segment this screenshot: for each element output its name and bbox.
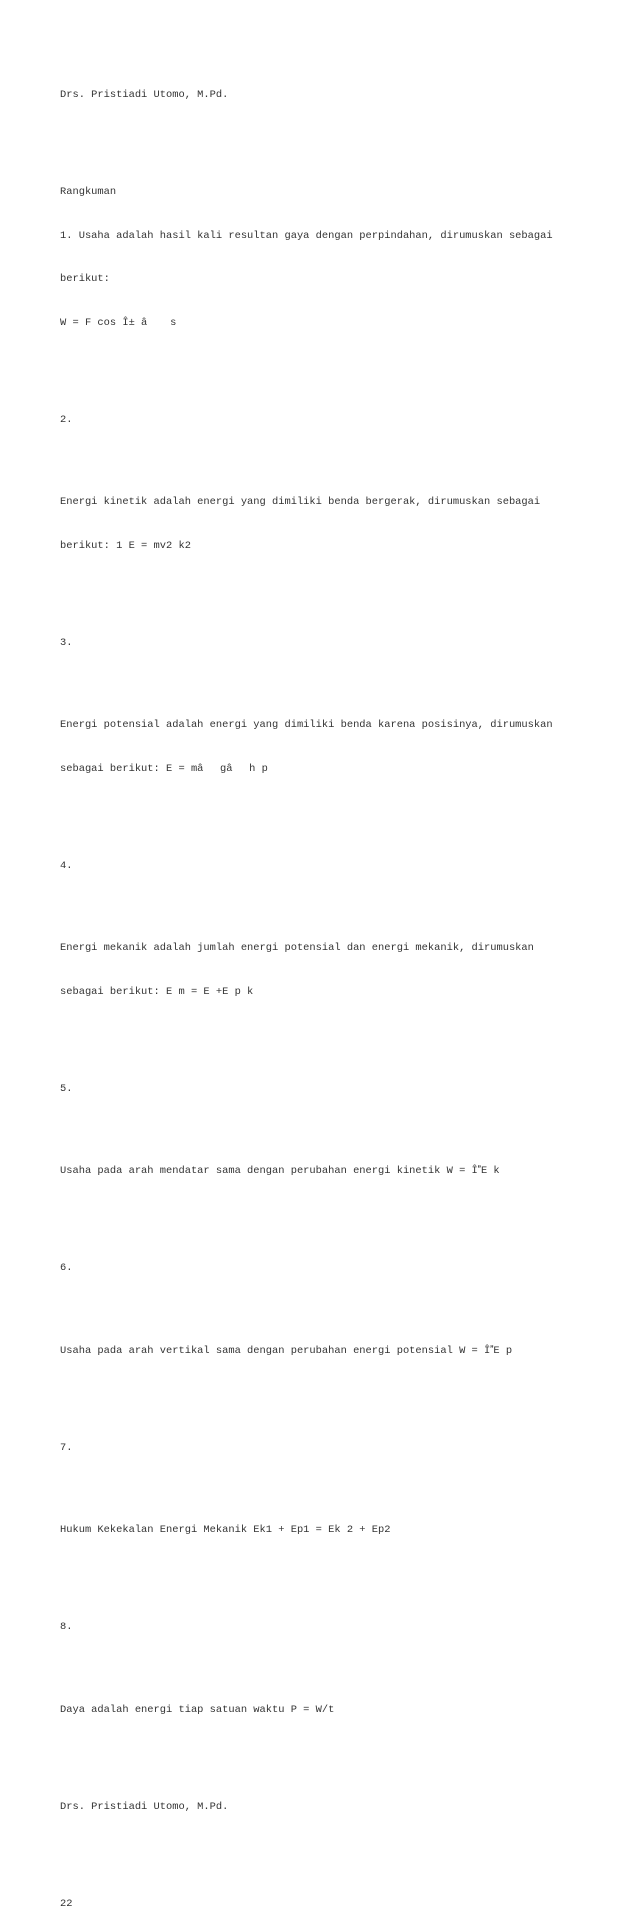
item-2-line-1: Energi kinetik adalah energi yang dimiliki benda bergerak, dirumuskan sebagai — [60, 496, 541, 508]
item-8-line-1: Daya adalah energi tiap satuan waktu P = W/t — [60, 1703, 335, 1716]
item-7-number: 7. — [60, 1441, 73, 1454]
section-title: Rangkuman — [60, 186, 117, 198]
item-2-line-2: berikut: 1 E = mv2 k2 — [60, 539, 191, 552]
item-4-line-1: Energi mekanik adalah jumlah energi potensial dan energi mekanik, dirumuskan — [60, 942, 534, 954]
item-6-number: 6. — [60, 1262, 73, 1274]
item-3-number: 3. — [60, 636, 73, 649]
item-1-formula: W = F cos Î± â s — [60, 316, 177, 329]
item-4-number: 4. — [60, 859, 73, 872]
item-7-line-1: Hukum Kekekalan Energi Mekanik Ek1 + Ep1 = Ek 2 + Ep2 — [60, 1524, 391, 1536]
item-3-line-2: sebagai berikut: E = mâgâh p — [60, 762, 268, 775]
item-6-line-1: Usaha pada arah vertikal sama dengan perubahan energi potensial W = ÎE p — [60, 1344, 513, 1357]
item-2-number: 2. — [60, 413, 73, 426]
item-5-number: 5. — [60, 1082, 73, 1095]
item-1-line-2: berikut: — [60, 273, 110, 285]
item-4-line-2: sebagai berikut: E m = E +E p k — [60, 985, 254, 998]
item-3-line-1: Energi potensial adalah energi yang dimiliki benda karena posisinya, dirumuskan — [60, 719, 553, 731]
page-number: 22 — [60, 1897, 73, 1910]
document-page — [60, 59, 600, 1926]
item-1-line-1: 1. Usaha adalah hasil kali resultan gaya dengan perpindahan, dirumuskan sebagai — [60, 229, 553, 242]
item-8-number: 8. — [60, 1621, 73, 1633]
header-author: Drs. Pristiadi Utomo, M.Pd. — [60, 89, 229, 101]
footer-author: Drs. Pristiadi Utomo, M.Pd. — [60, 1800, 229, 1813]
item-5-line-1: Usaha pada arah mendatar sama dengan perubahan energi kinetik W = ÎE k — [60, 1165, 500, 1177]
